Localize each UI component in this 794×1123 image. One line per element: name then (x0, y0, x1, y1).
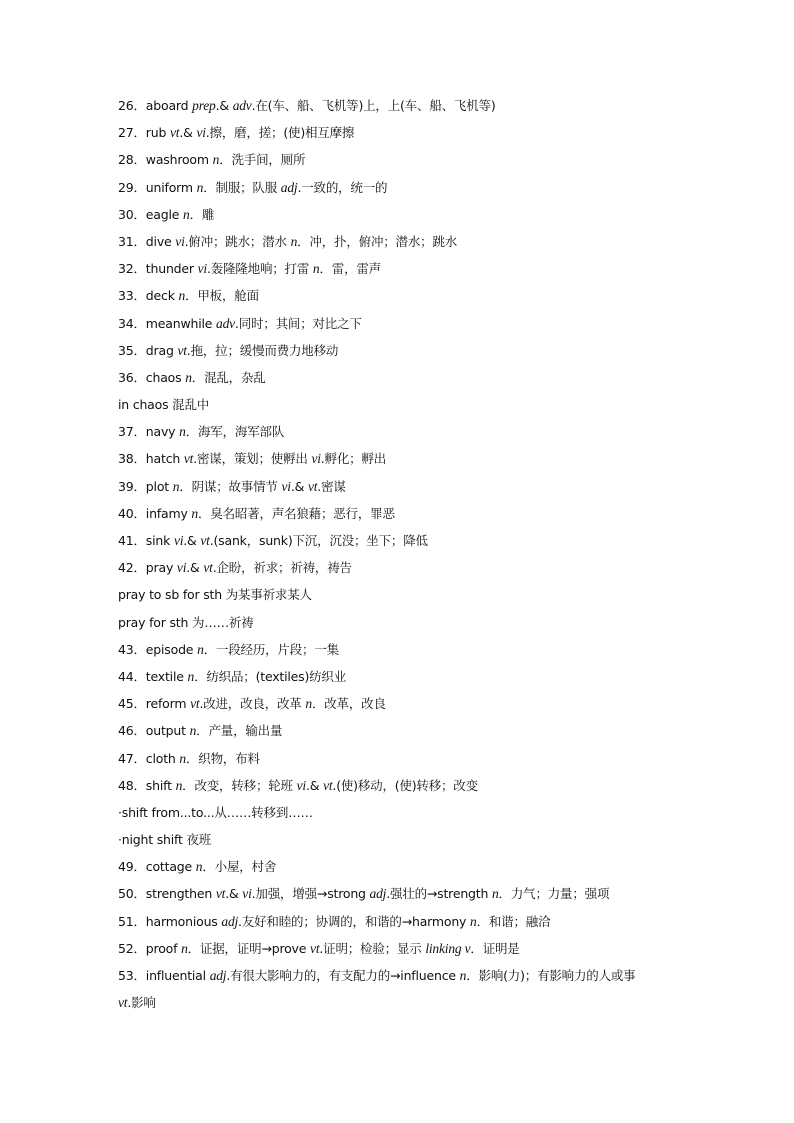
line-text: ．臭名昭著，声名狼藉；恶行，罪恶 (197, 505, 395, 521)
part-of-speech: n (179, 750, 186, 766)
line-text: ．阴谋；故事情节 (179, 478, 282, 494)
line-text: .轰隆隆地响；打雷 (206, 261, 313, 277)
line-text: 30．eagle (118, 206, 184, 222)
line-text: .企盼，祈求；祈祷，祷告 (212, 560, 352, 576)
part-of-speech: n (290, 233, 298, 249)
vocab-line (118, 527, 718, 554)
part-of-speech: prep (192, 98, 216, 113)
vocab-line (118, 201, 718, 228)
part-of-speech: vt (190, 696, 200, 712)
line-text: 40．infamy (118, 505, 192, 521)
line-text: .& (290, 478, 308, 494)
vocab-line (118, 445, 718, 472)
vocab-line (118, 92, 718, 119)
line-text: 34．meanwhile (118, 315, 217, 331)
vocab-line (118, 908, 718, 935)
line-text: ．证明是 (470, 940, 520, 956)
part-of-speech: adj (209, 968, 227, 983)
vocab-line (118, 962, 718, 989)
line-text: .加强，增强→strong (251, 886, 370, 902)
line-text: 36．chaos (118, 369, 186, 385)
vocab-line (118, 989, 718, 1016)
vocab-line (118, 391, 718, 418)
part-of-speech: n (312, 261, 320, 277)
line-text: 32．thunder (118, 261, 198, 277)
line-text: ．海军，海军部队 (185, 424, 285, 440)
line-text: ．织物，布料 (185, 750, 260, 766)
part-of-speech: vt (177, 342, 187, 358)
line-text: ．和谐；融洽 (476, 913, 551, 929)
line-text: ．证据，证明→prove (187, 940, 311, 956)
vocab-line (118, 337, 718, 364)
part-of-speech: vi (175, 233, 185, 249)
line-text: 53．influential (118, 968, 210, 983)
vocab-line (118, 364, 718, 391)
line-text: 42．pray (118, 560, 177, 576)
part-of-speech: vi (176, 560, 187, 576)
line-text: ．雕 (189, 206, 215, 222)
line-text: in chaos 混乱中 (118, 397, 210, 413)
line-text: .(使)移动，(使)转移；改变 (332, 777, 478, 793)
part-of-speech: n (178, 288, 186, 304)
line-text: 29．uniform (118, 179, 197, 195)
part-of-speech: n (197, 641, 204, 657)
line-text: ．雷，雷声 (319, 261, 381, 277)
vocab-line (118, 282, 718, 309)
line-text: ．力气；力量；强项 (498, 886, 610, 902)
part-of-speech: n (189, 723, 197, 739)
vocab-line (118, 255, 718, 282)
line-text: ．制服；队服 (203, 179, 281, 195)
line-text: .(sank，sunk)下沉，沉没；坐下；降低 (209, 533, 428, 548)
vocab-line (118, 310, 718, 337)
line-text: ．改革，改良 (311, 696, 386, 712)
line-text: 39．plot (118, 478, 173, 494)
part-of-speech: vt (215, 886, 226, 902)
line-text: pray for sth 为……祈祷 (118, 614, 254, 630)
vocab-line (118, 826, 718, 853)
line-text: 27．rub (118, 125, 170, 141)
part-of-speech: vi (196, 125, 206, 141)
line-text: .一致的，统一的 (297, 179, 388, 195)
part-of-speech: vt (310, 940, 320, 956)
part-of-speech: linking v (425, 940, 471, 956)
vocab-line (118, 853, 718, 880)
part-of-speech: adj (221, 913, 239, 929)
line-text: ．影响(力)；有影响力的人或事 (466, 968, 636, 983)
part-of-speech: n (491, 886, 499, 902)
line-text: .有很大影响力的，有支配力的→influence (226, 968, 460, 983)
part-of-speech: vt (118, 995, 128, 1011)
line-text: ．产量，输出量 (196, 723, 283, 739)
vocab-line (118, 119, 718, 146)
line-text: 49．cottage (118, 859, 196, 875)
part-of-speech: n (196, 179, 204, 195)
line-text: 47．cloth (118, 750, 180, 766)
line-text: 26．aboard (118, 98, 193, 113)
line-text: 31．dive (118, 233, 176, 249)
line-text: .俯冲；跳水；潜水 (184, 233, 291, 249)
line-text: .拖，拉；缓慢而费力地移动 (186, 342, 339, 358)
vocab-line (118, 228, 718, 255)
part-of-speech: vt (323, 777, 333, 793)
line-text: ．小屋，村舍 (202, 859, 277, 875)
line-text: .友好和睦的；协调的，和谐的→harmony (238, 913, 471, 929)
line-text: .影响 (127, 995, 156, 1011)
part-of-speech: n (187, 668, 195, 684)
line-text: 43．episode (118, 641, 198, 657)
vocabulary-list (118, 92, 718, 1016)
line-text: ．洗手间，厕所 (219, 152, 306, 168)
line-text: .在(车、船、飞机等)上，上(车、船、飞机等) (251, 98, 496, 113)
line-text: ·night shift 夜班 (118, 832, 212, 848)
line-text: ．一段经历，片段；一集 (203, 641, 339, 657)
line-text: 44．textile (118, 668, 188, 684)
line-text: 37．navy (118, 424, 180, 440)
part-of-speech: n (195, 859, 203, 875)
part-of-speech: vt (183, 451, 194, 467)
vocab-line (118, 146, 718, 173)
part-of-speech: adj (280, 179, 298, 195)
part-of-speech: n (470, 913, 477, 929)
part-of-speech: n (172, 478, 180, 494)
line-text: 45．reform (118, 696, 191, 712)
line-text: 33．deck (118, 288, 179, 304)
vocab-line (118, 554, 718, 581)
line-text: ．冲，扑，俯冲；潜水；跳水 (297, 233, 458, 249)
line-text: .& (186, 560, 204, 576)
part-of-speech: vi (311, 451, 321, 467)
part-of-speech: n (175, 777, 183, 793)
part-of-speech: n (183, 206, 190, 222)
line-text: .& (305, 777, 324, 793)
vocab-line (118, 636, 718, 663)
part-of-speech: vi (242, 886, 252, 902)
part-of-speech: vt (203, 560, 213, 576)
part-of-speech: vi (197, 261, 207, 277)
vocab-line (118, 880, 718, 907)
line-text: 28．washroom (118, 152, 213, 168)
line-text: ·shift from...to...从……转移到…… (118, 804, 313, 820)
vocab-line (118, 663, 718, 690)
part-of-speech: n (185, 369, 192, 385)
line-text: .& (183, 533, 201, 548)
line-text: .& (215, 98, 233, 113)
part-of-speech: vt (169, 125, 180, 141)
vocab-line (118, 717, 718, 744)
vocab-line (118, 799, 718, 826)
line-text: .擦，磨，搓；(使)相互摩擦 (205, 125, 355, 141)
line-text: ．改变，转移；轮班 (182, 777, 297, 793)
vocab-line (118, 745, 718, 772)
line-text: 50．strengthen (118, 886, 216, 902)
line-text: pray to sb for sth 为某事祈求某人 (118, 587, 312, 603)
line-text: .孵化；孵出 (320, 451, 387, 467)
part-of-speech: n (212, 152, 220, 168)
part-of-speech: vi (173, 533, 184, 548)
line-text: ．混乱，杂乱 (191, 369, 266, 385)
line-text: ．纺织品；(textiles)纺织业 (194, 668, 347, 684)
part-of-speech: vt (200, 533, 210, 548)
line-text: 46．output (118, 723, 190, 739)
part-of-speech: n (179, 424, 186, 440)
line-text: 51．harmonious (118, 913, 222, 929)
line-text: 52．proof (118, 940, 182, 956)
line-text: .强壮的→strength (386, 886, 492, 902)
part-of-speech: adv (232, 98, 252, 113)
vocab-line (118, 581, 718, 608)
line-text: .密谋，策划；使孵出 (193, 451, 312, 467)
line-text: 35．drag (118, 342, 178, 358)
part-of-speech: n (459, 968, 467, 983)
part-of-speech: vi (281, 478, 291, 494)
line-text: .密谋 (317, 478, 346, 494)
line-text: 41．sink (118, 533, 174, 548)
vocab-line (118, 690, 718, 717)
vocab-line (118, 473, 718, 500)
vocab-line (118, 772, 718, 799)
part-of-speech: vt (307, 478, 318, 494)
line-text: .& (225, 886, 243, 902)
vocab-line (118, 609, 718, 636)
vocab-line (118, 500, 718, 527)
part-of-speech: adv (216, 315, 235, 331)
line-text: .& (179, 125, 197, 141)
part-of-speech: n (305, 696, 312, 712)
vocab-line (118, 418, 718, 445)
line-text: 38．hatch (118, 451, 184, 467)
line-text: 48．shift (118, 777, 176, 793)
line-text: .改进，改良，改革 (199, 696, 306, 712)
line-text: .同时；其间；对比之下 (234, 315, 362, 331)
vocab-line (118, 935, 718, 962)
line-text: .证明；检验；显示 (319, 940, 426, 956)
vocab-line (118, 174, 718, 201)
part-of-speech: n (191, 505, 198, 521)
line-text: ．甲板，舱面 (185, 288, 259, 304)
part-of-speech: adj (369, 886, 387, 902)
part-of-speech: n (181, 940, 188, 956)
part-of-speech: vi (296, 777, 306, 793)
